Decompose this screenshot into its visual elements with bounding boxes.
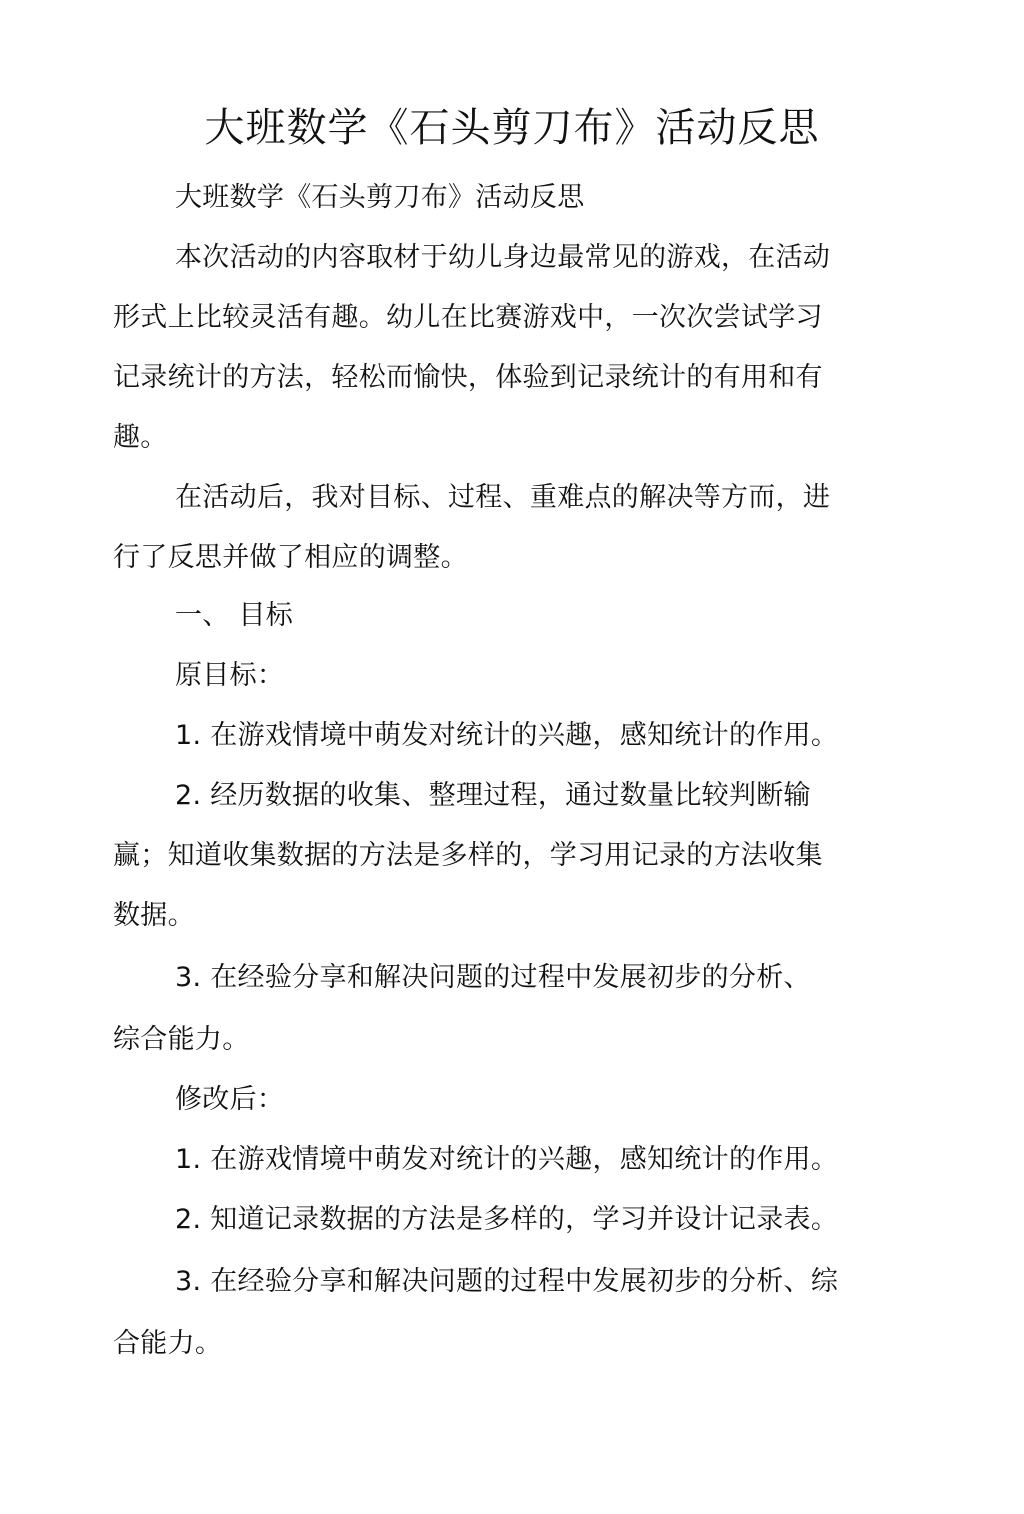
original-goal-3-line-2: 综合能力。 [113,1024,250,1055]
subtitle-line: 大班数学《石头剪刀布》活动反思 [175,182,585,213]
original-goal-2-line-3: 数据。 [113,900,195,931]
original-goal-1: 1. 在游戏情境中萌发对统计的兴趣，感知统计的作用。 [175,720,839,751]
section-heading: 一、 目标 [175,600,294,631]
revised-goals-label: 修改后： [175,1084,285,1115]
paragraph-1-line-2: 形式上比较灵活有趣。幼儿在比赛游戏中，一次次尝试学习 [113,302,823,333]
revised-goal-2: 2. 知道记录数据的方法是多样的，学习并设计记录表。 [175,1204,839,1235]
original-goals-label: 原目标： [175,660,285,691]
original-goal-2-line-1: 2. 经历数据的收集、整理过程，通过数量比较判断输 [175,780,811,811]
original-goal-3-line-1: 3. 在经验分享和解决问题的过程中发展初步的分析、 [175,962,811,993]
paragraph-2-line-1: 在活动后，我对目标、过程、重难点的解决等方而，进 [175,482,831,513]
revised-goal-1: 1. 在游戏情境中萌发对统计的兴趣，感知统计的作用。 [175,1144,839,1175]
revised-goal-3-line-2: 合能力。 [113,1328,223,1359]
paragraph-2-line-2: 行了反思并做了相应的调整。 [113,542,468,573]
revised-goal-3-line-1: 3. 在经验分享和解决问题的过程中发展初步的分析、综 [175,1266,839,1297]
paragraph-1-line-4: 趣。 [113,422,168,453]
original-goal-2-line-2: 赢；知道收集数据的方法是多样的，学习用记录的方法收集 [113,840,823,871]
paragraph-1-line-1: 本次活动的内容取材于幼儿身边最常见的游戏，在活动 [175,242,831,273]
document-title: 大班数学《石头剪刀布》活动反思 [204,105,820,151]
paragraph-1-line-3: 记录统计的方法，轻松而愉快，体验到记录统计的有用和有 [113,362,823,393]
